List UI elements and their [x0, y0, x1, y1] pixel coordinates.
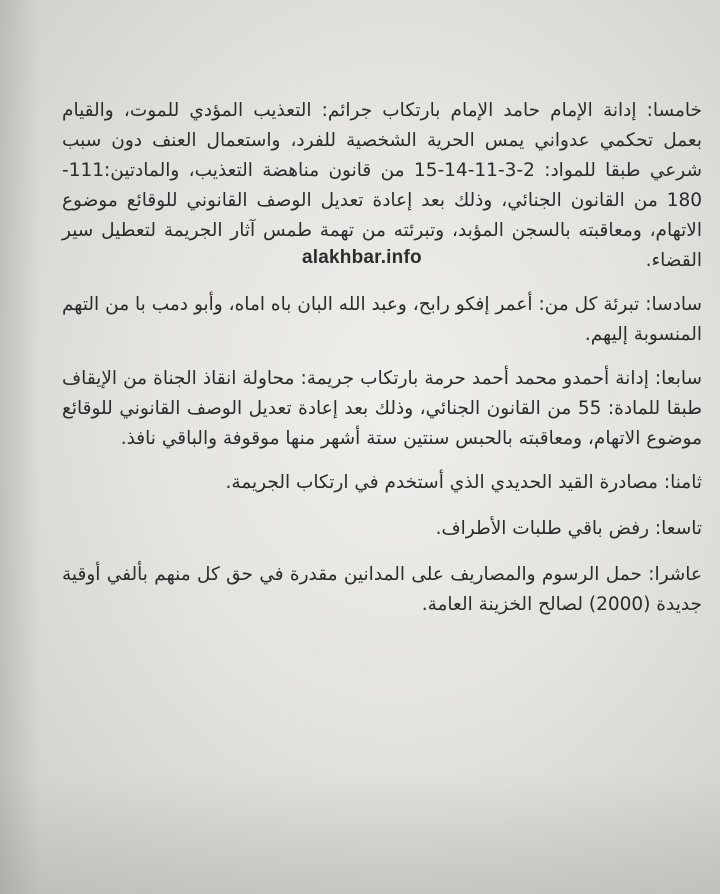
paragraph-sixth: سادسا: تبرئة كل من: أعمر إفكو رابح، وعبد الله البان باه اماه، وأبو دمب با من التهم المنسوبة إليهم. [62, 294, 702, 345]
page-shadow-bottom [0, 774, 720, 894]
page-shadow-left [0, 0, 40, 894]
paragraph-seventh: سابعا: إدانة أحمدو محمد أحمد حرمة بارتكاب جريمة: محاولة انقاذ الجناة من الإيقاف طبقا للمادة: 55 من القانون الجنائي، وذلك بعد إعادة تعديل الوصف القانوني للوقائع موضوع الاتهام، ومعاقبته بالحبس سنتين ستة أشهر منها موقوفة والباقي نافذ. [62, 368, 702, 449]
paragraph-fifth: خامسا: إدانة الإمام حامد الإمام بارتكاب جرائم: التعذيب المؤدي للموت، والقيام بعمل تحكمي عدواني يمس الحرية الشخصية للفرد، واستعمال العنف دون سبب شرعي طبقا للمواد: 2-3-11-14-15 من قانون مناهضة التعذيب، والمادتين:111-180 من القانون الجنائي، وذلك بعد إعادة تعديل الوصف القانوني للوقائع موضوع الاتهام، ومعاقبته بالسجن المؤبد، وتبرئته من تهمة طمس آثار الجريمة لتعطيل سير القضاء. [62, 100, 702, 271]
watermark-text: alakhbar.info [302, 247, 422, 268]
paragraph-ninth: تاسعا: رفض باقي طلبات الأطراف. [435, 518, 702, 539]
document-body [62, 96, 702, 634]
paragraph-eighth: ثامنا: مصادرة القيد الحديدي الذي أستخدم في ارتكاب الجريمة. [225, 472, 702, 493]
paragraph-tenth: عاشرا: حمل الرسوم والمصاريف على المدانين مقدرة في حق كل منهم بألفي أوقية جديدة (2000) لصالح الخزينة العامة. [62, 564, 702, 615]
